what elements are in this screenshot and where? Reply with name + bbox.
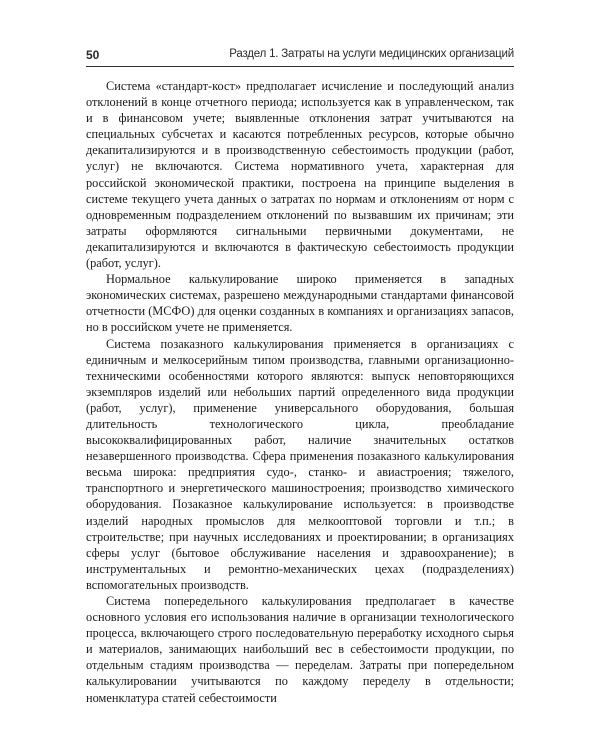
body-text xyxy=(86,78,514,706)
running-head: Раздел 1. Затраты на услуги медицинских организаций xyxy=(229,48,514,60)
paragraph-normal-costing: Нормальное калькулирование широко применяется в западных экономических системах, разрешено международными стандартами финансовой отчетности (МСФО) для оценки созданных в компаниях и организациях запасов, но в российском учете не применяется. xyxy=(86,272,514,335)
page-header xyxy=(86,44,514,64)
paragraph-standard-cost: Система «стандарт-кост» предполагает исчисление и последующий анализ отклонений в конце отчетного периода; используется как в управленческом, так и в финансовом учете; выявленные отклонения затрат учитываются на специальных субсчетах и касаются потребленных ресурсов, которые обычно декапитализируются и в производственную себестоимость продукции (работ, услуг) не включаются. Система нормативного учета, характерная для российской экономической практики, построена на принципе выделения в системе текущего учета данных о затратах по нормам и отклонениям от норм с одновременным подразделением отклонений по вызвавшим их причинам; эти затраты оформляются сигнальными первичными документами, не декапитализируются и включаются в фактическую себестоимость продукции (работ, услуг). xyxy=(86,79,514,271)
header-rule xyxy=(86,66,514,67)
paragraph-job-order-costing: Система позаказного калькулирования применяется в организациях с единичным и мелкосерийным типом производства, главными организационно-техническими особенностями которого являются: выпуск неповторяющихся экземпляров изделий или небольших партий определенного вида продукции (работ, услуг), применение универсального оборудования, большая длительность технологического цикла, преобладание высококвалифицированных работ, наличие значительных остатков незавершенного производства. Сфера применения позаказного калькулирования весьма широка: предприятия судо-, станко- и авиастроения; тяжелого, транспортного и энергетического машиностроения; производство химического оборудования. Позаказное калькулирование используется: в производстве изделий народных промыслов для мелкооптовой торговли и т.п.; в строительстве; при научных исследованиях и проектировании; в организациях сферы услуг (бытовое обслуживание населения и здравоохранение); в инструментальных и ремонтно-механических цехах (подразделениях) вспомогательных производств. xyxy=(86,336,514,592)
page-number: 50 xyxy=(86,48,100,62)
paragraph-process-costing: Система попередельного калькулирования предполагает в качестве основного условия его использования наличие в организации технологического процесса, включающего строго последовательную переработку исходного сырья и материалов, занимающих наибольший вес в себестоимости продукции, по отдельным стадиям производства — переделам. Затраты при попередельном калькулировании учитываются по каждому переделу в отдельности; номенклатура статей себестоимости xyxy=(86,594,514,705)
